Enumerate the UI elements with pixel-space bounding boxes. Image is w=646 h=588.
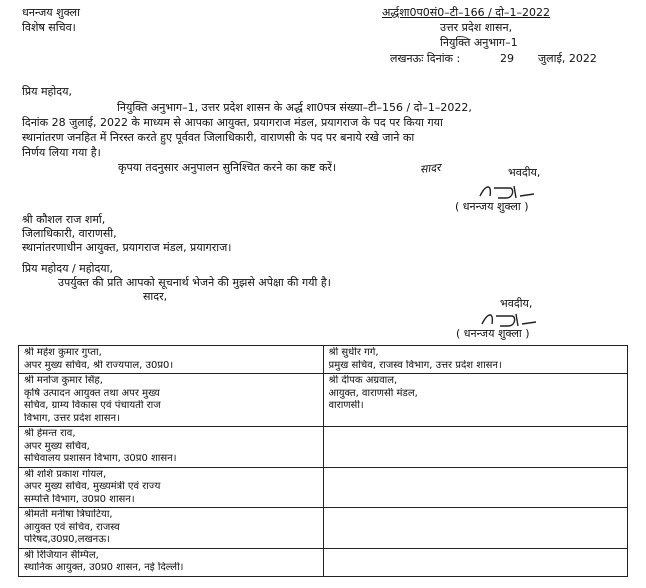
distribution-line: अपर मुख्य सचिव, श्री राज्यपाल, उ0प्र0। (24, 359, 174, 371)
copy-salutation: प्रिय महोदय / महोदया, (22, 262, 114, 275)
distribution-row (19, 374, 628, 427)
body-line: दिनांक 28 जुलाई, 2022 के माध्यम से आपका आयुक्त, प्रयागराज मंडल, प्रयागराज के पद पर किया गया (22, 116, 443, 129)
distribution-cell-right (323, 467, 628, 508)
distribution-cell-right (323, 508, 628, 549)
distribution-cell-right (323, 374, 628, 427)
distribution-line: वाराणसी। (328, 400, 364, 411)
distribution-cell-right (323, 548, 628, 576)
distribution-cell-left (19, 467, 324, 508)
closing2-signoff: भवदीय, (500, 297, 533, 310)
distribution-line: श्री महेश कुमार गुप्ता, (24, 347, 102, 358)
closing-signature-name: ( धनन्जय शुक्ला ) (455, 200, 529, 213)
reference-month-year: जुलाई, 2022 (538, 52, 597, 65)
distribution-row (19, 467, 628, 508)
distribution-line: प्रमुख सचिव, राजस्व विभाग, उत्तर प्रदेश शासन। (328, 359, 502, 371)
sender-designation: विशेष सचिव। (22, 21, 76, 34)
handwritten-note: सादर (419, 160, 442, 177)
addressee-line: श्री कौशल राज शर्मा, (22, 213, 106, 226)
distribution-row (19, 548, 628, 576)
closing-signoff: भवदीय, (508, 166, 541, 179)
reference-place-date-label: लखनऊः दिनांक : (390, 52, 461, 65)
distribution-cell-left (19, 548, 324, 576)
closing2-signature-name: ( धनन्जय शुक्ला ) (456, 327, 530, 340)
body-line: नियुक्ति अनुभाग–1, उत्तर प्रदेश शासन के अर्द्ध शा0पत्र संख्या–टी–156 / दो–1–2022, (117, 101, 472, 114)
distribution-cell-left (19, 508, 324, 549)
body-line: स्थानांतरण जनहित में निरस्त करते हुए पूर्ववत जिलाधिकारी, वाराणसी के पद पर बनाये रखे जाने का (22, 131, 415, 144)
reference-section: नियुक्ति अनुभाग–1 (440, 36, 518, 49)
distribution-line: सम्पत्ति विभाग, उ0प्र0 शासन। (24, 493, 135, 505)
distribution-row (19, 427, 628, 468)
addressee-line: स्थानांतरणाधीन आयुक्त, प्रयागराज मंडल, प्रयागराज। (22, 241, 232, 254)
salutation: प्रिय महोदय, (22, 85, 72, 98)
distribution-line: आयुक्त एवं सचिव, राजस्व (24, 521, 120, 533)
distribution-line: श्री दीपक अग्रवाल, (328, 375, 398, 386)
distribution-line: श्री शशि प्रकाश गोयल, (24, 468, 107, 480)
distribution-line: अपर मुख्य सचिव, मुख्यमंत्री एवं राज्य (24, 481, 161, 492)
distribution-line: श्री हेमन्त राव, (24, 428, 76, 439)
distribution-table (18, 345, 628, 577)
distribution-cell-right (323, 427, 628, 468)
distribution-row (19, 508, 628, 549)
addressee-line: जिलाधिकारी, वाराणसी, (22, 227, 117, 240)
distribution-line: परिषद,उ0प्र0,लखनऊ। (24, 534, 110, 545)
distribution-line: विभाग, उत्तर प्रदेश शासन। (24, 412, 120, 424)
sender-name: धनन्जय शुक्ला (22, 6, 80, 19)
distribution-line: श्री सुधीर गर्ग, (328, 347, 379, 358)
distribution-cell-left (19, 427, 324, 468)
distribution-line: श्री रिंजियान सैम्पिल, (24, 549, 99, 561)
distribution-line: कृषि उत्पादन आयुक्त तथा अपर मुख्य (24, 387, 160, 399)
body-line: निर्णय लिया गया है। (22, 146, 101, 159)
distribution-row (19, 346, 628, 374)
reference-day: 29 (500, 52, 514, 65)
copy-line: उपर्युक्त की प्रति आपको सूचनार्थ भेजने की मुझसे अपेक्षा की गयी है। (58, 276, 331, 289)
copy-regards: सादर, (143, 290, 168, 303)
distribution-cell-left (19, 346, 324, 374)
body-paragraph (22, 100, 617, 160)
reference-office: उत्तर प्रदेश शासन, (440, 21, 513, 34)
reference-number: अर्द्धशा0प0सं0–टी–166 / दो–1–2022 (382, 6, 550, 19)
signature-mark (476, 182, 536, 202)
distribution-line: सचिवालय प्रशासन विभाग, उ0प्र0 शासन। (24, 453, 177, 464)
distribution-line: श्रीमती मनीषा त्रिघाटिया, (24, 509, 113, 520)
distribution-line: श्री मनोज कुमार सिंह, (24, 375, 103, 386)
distribution-cell-right (323, 346, 628, 374)
distribution-line: सचिव, ग्राम्य विकास एवं पंचायती राज (24, 400, 161, 411)
distribution-cell-left (19, 374, 324, 427)
distribution-line: आयुक्त, वाराणसी मंडल, (328, 387, 418, 399)
request-line: कृपया तदनुसार अनुपालन सुनिश्चित करने का कष्ट करें। (118, 161, 337, 174)
distribution-line: स्थानिक आयुक्त, उ0प्र0 शासन, नई दिल्ली। (24, 562, 184, 573)
distribution-line: अपर मुख्य सचिव, (24, 440, 90, 452)
